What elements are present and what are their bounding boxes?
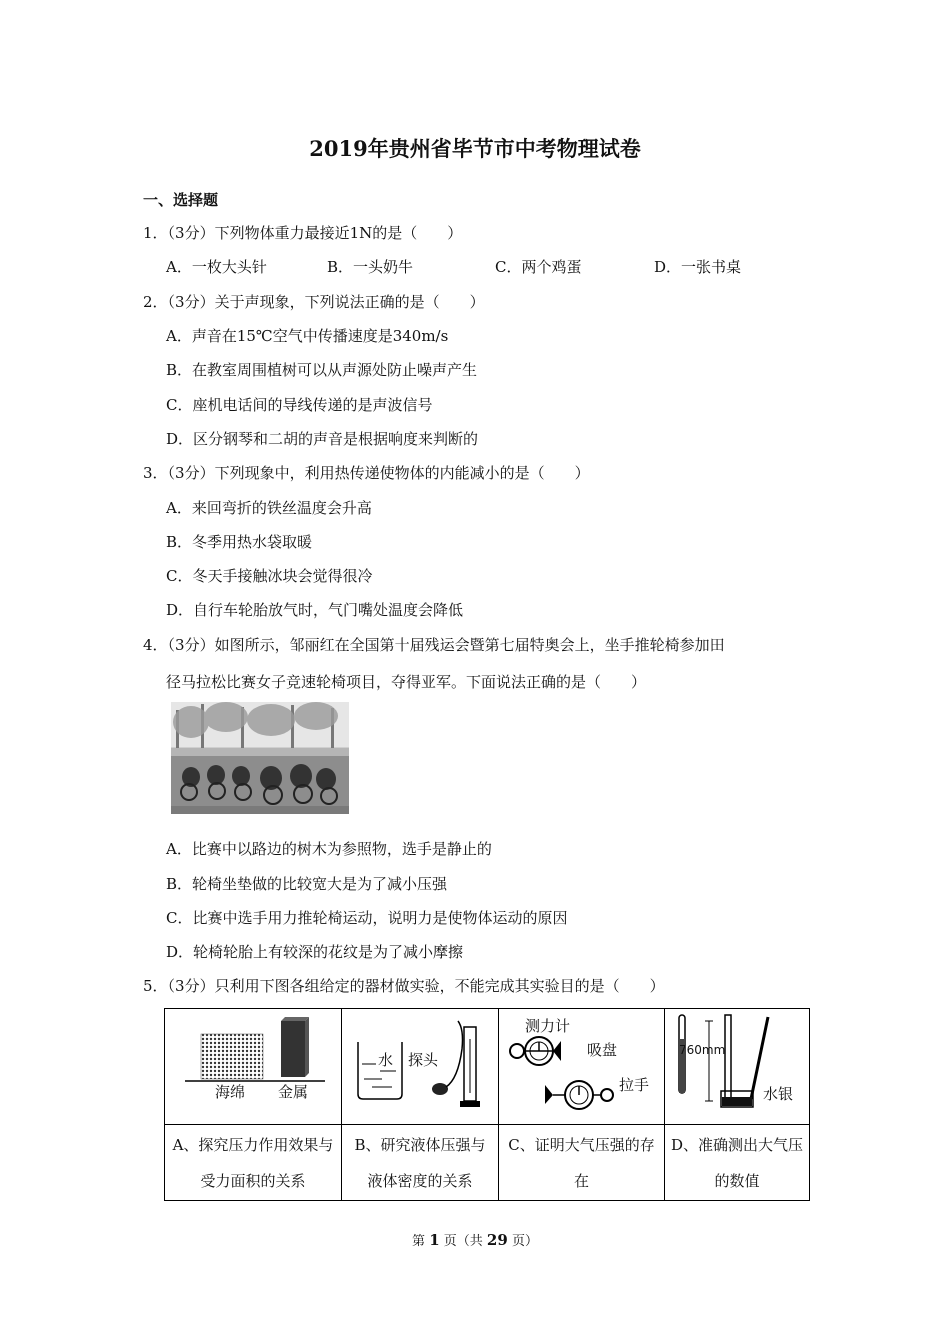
q2-option-b[interactable]: B．在教室周围植树可以从声源处防止噪声产生	[166, 361, 478, 379]
q1-option-a[interactable]: A．一枚大头针	[166, 258, 267, 276]
q3-option-d[interactable]: D．自行车轮胎放气时，气门嘴处温度会降低	[166, 601, 464, 619]
q2-option-c[interactable]: C．座机电话间的导线传递的是声波信号	[166, 396, 433, 414]
option-a-text-1: A、探究压力作用效果与	[172, 1135, 334, 1154]
q4-option-c[interactable]: C．比赛中选手用力推轮椅运动，说明力是使物体运动的原因	[166, 909, 568, 927]
sponge-metal-figure	[165, 1009, 342, 1124]
question-5-stem: 5．（3分）只利用下图各组给定的器材做实验，不能完成其实验目的是（ ）	[143, 977, 665, 995]
q4-option-a[interactable]: A．比赛中以路边的树木为参照物，选手是静止的	[166, 840, 492, 858]
suction-cup-figure	[499, 1009, 665, 1124]
footer-page-number: 1	[429, 1231, 440, 1249]
figure-d-cell	[665, 1009, 810, 1125]
label-mercury: 水银	[763, 1085, 794, 1103]
figure-c-cell	[499, 1009, 665, 1125]
wheelchair-race-photo	[171, 702, 349, 814]
q1-option-c[interactable]: C．两个鸡蛋	[495, 258, 582, 276]
label-water: 水	[378, 1051, 394, 1069]
label-metal: 金属	[278, 1083, 309, 1101]
torricelli-figure	[665, 1009, 810, 1124]
option-c-text-1: C、证明大气压强的存	[508, 1135, 655, 1154]
q1-option-b[interactable]: B．一头奶牛	[327, 258, 414, 276]
label-probe: 探头	[408, 1051, 439, 1069]
label-760mm: 760mm	[679, 1043, 726, 1057]
figure-b-cell	[342, 1009, 499, 1125]
option-c-cell[interactable]	[499, 1125, 665, 1201]
question-1-stem: 1．（3分）下列物体重力最接近1N的是（ ）	[143, 224, 463, 242]
option-d-text-1: D、准确测出大气压	[670, 1135, 804, 1154]
figure-a-cell	[165, 1009, 342, 1125]
footer-pre: 第	[412, 1234, 426, 1249]
question-5-table	[164, 1008, 810, 1201]
option-b-text-1: B、研究液体压强与	[354, 1135, 486, 1154]
option-b-text-2: 液体密度的关系	[367, 1171, 473, 1190]
label-handle: 拉手	[619, 1076, 650, 1094]
label-sucker: 吸盘	[587, 1041, 618, 1059]
footer-post: 页）	[511, 1234, 538, 1249]
option-b-cell[interactable]	[342, 1125, 499, 1201]
option-c-text-2: 在	[573, 1171, 589, 1190]
q4-option-b[interactable]: B．轮椅坐垫做的比较宽大是为了减小压强	[166, 875, 448, 893]
footer-total-pages: 29	[486, 1231, 508, 1249]
option-a-cell[interactable]	[165, 1125, 342, 1201]
option-d-text-2: 的数值	[714, 1171, 760, 1190]
q2-option-d[interactable]: D．区分钢琴和二胡的声音是根据响度来判断的	[166, 430, 479, 448]
question-3-stem: 3．（3分）下列现象中，利用热传递使物体的内能减小的是（ ）	[143, 464, 590, 482]
page-footer	[0, 1230, 950, 1249]
q4-option-d[interactable]: D．轮椅轮胎上有较深的花纹是为了减小摩擦	[166, 943, 464, 961]
option-d-cell[interactable]	[665, 1125, 810, 1201]
label-force-meter: 测力计	[525, 1017, 571, 1035]
question-4-stem-line2: 径马拉松比赛女子竞速轮椅项目，夺得亚军。下面说法正确的是（ ）	[166, 673, 647, 691]
label-sponge: 海绵	[215, 1083, 246, 1101]
q1-option-d[interactable]: D．一张书桌	[654, 258, 742, 276]
q2-option-a[interactable]: A．声音在15℃空气中传播速度是340m/s	[166, 327, 449, 345]
q3-option-a[interactable]: A．来回弯折的铁丝温度会升高	[166, 499, 372, 517]
option-a-text-2: 受力面积的关系	[200, 1171, 306, 1190]
section-heading: 一、选择题	[143, 191, 219, 209]
question-2-stem: 2．（3分）关于声现象，下列说法正确的是（ ）	[143, 293, 485, 311]
question-4-stem-line1: 4．（3分）如图所示，邹丽红在全国第十届残运会暨第七届特奥会上，坐手推轮椅参加田	[143, 636, 725, 654]
q3-option-b[interactable]: B．冬季用热水袋取暖	[166, 533, 313, 551]
footer-mid: 页（共	[443, 1234, 483, 1249]
q3-option-c[interactable]: C．冬天手接触冰块会觉得很冷	[166, 567, 373, 585]
page-title: 2019年贵州省毕节市中考物理试卷	[309, 136, 641, 161]
